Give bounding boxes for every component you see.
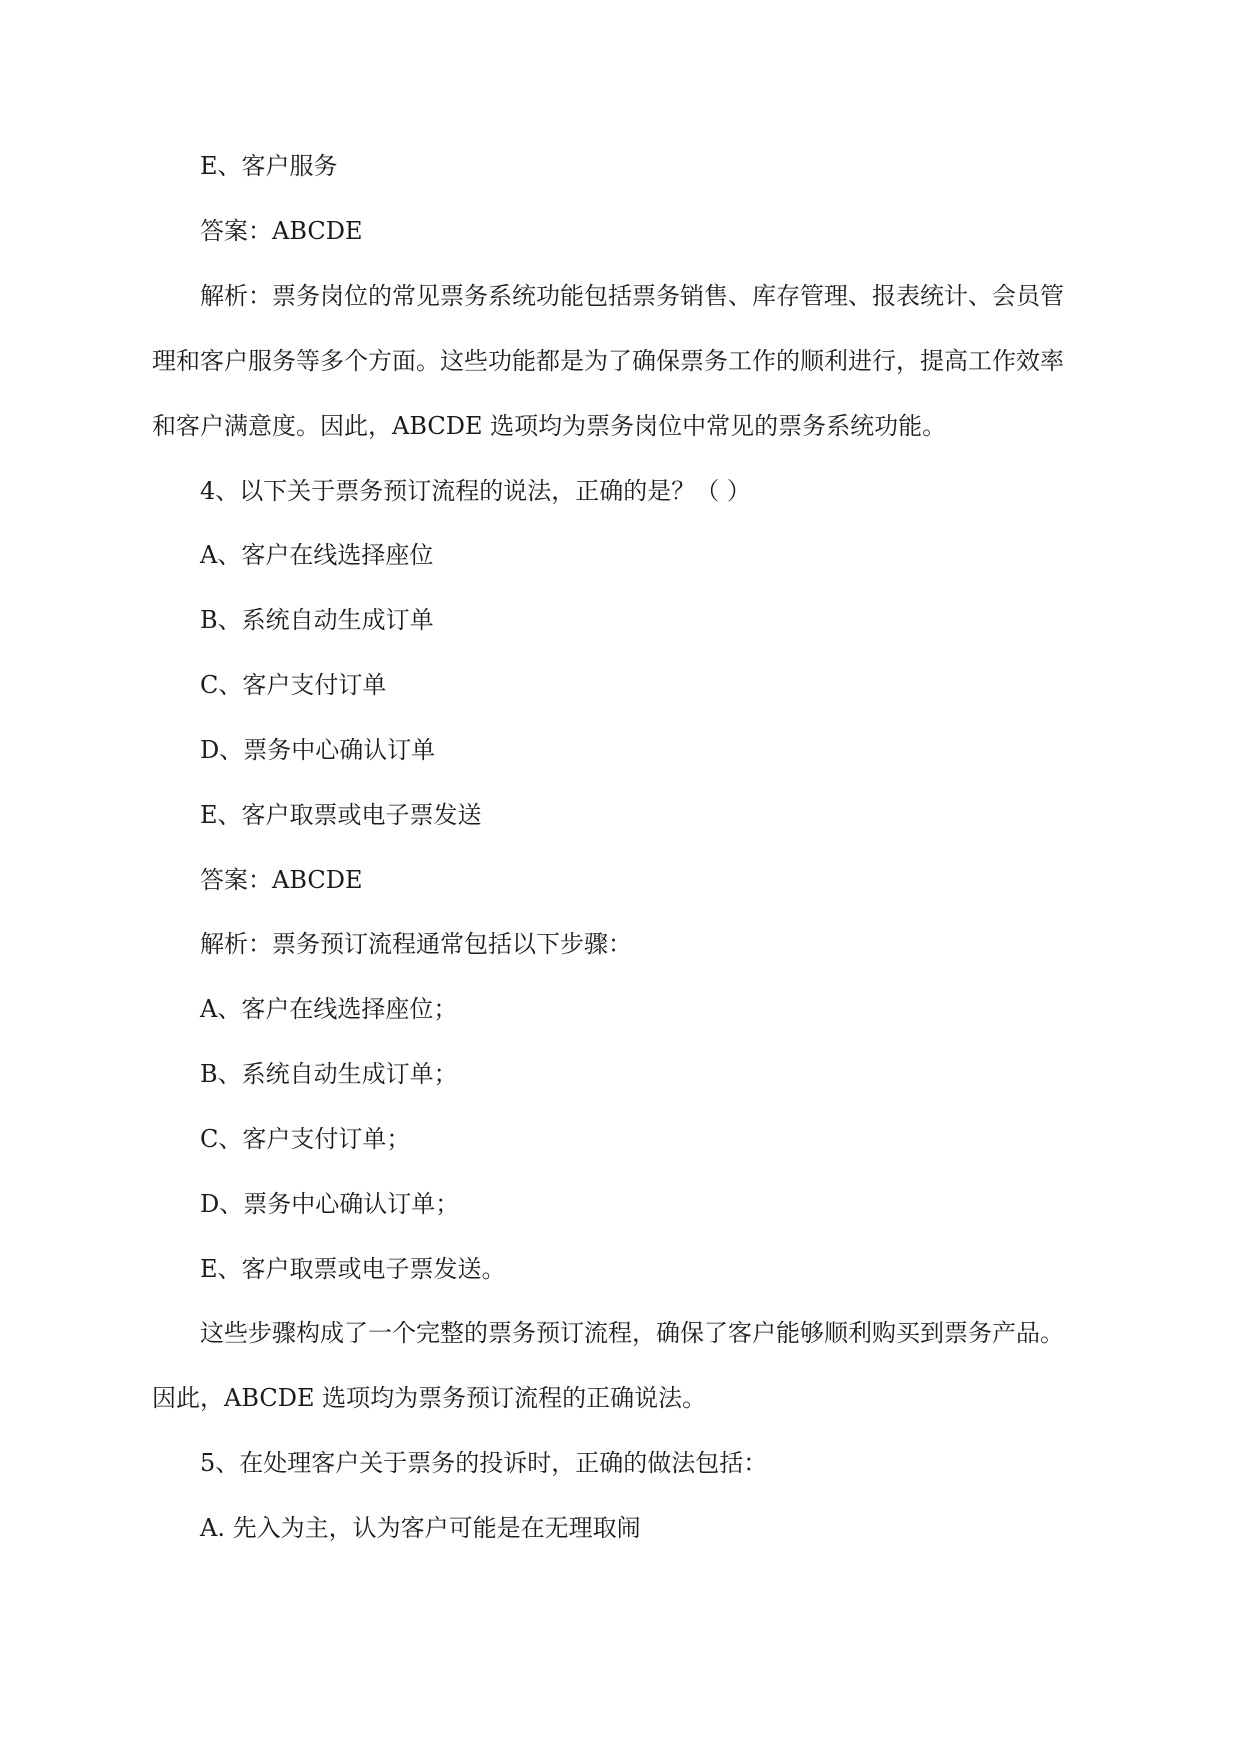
q4-step-d: D、票务中心确认订单； [200,1190,460,1218]
q3-analysis-line-2: 理和客户服务等多个方面。这些功能都是为了确保票务工作的顺利进行，提高工作效率 [152,347,1064,375]
q3-analysis-line-3: 和客户满意度。因此，ABCDE 选项均为票务岗位中常见的票务系统功能。 [152,412,947,440]
q4-conclusion-line-2: 因此，ABCDE 选项均为票务预订流程的正确说法。 [152,1384,707,1412]
q3-answer: 答案：ABCDE [200,217,363,245]
q4-analysis-intro: 解析：票务预订流程通常包括以下步骤： [200,930,632,958]
q4-conclusion-line-1: 这些步骤构成了一个完整的票务预订流程，确保了客户能够顺利购买到票务产品。 [200,1319,1064,1347]
q4-option-d: D、票务中心确认订单 [200,736,436,764]
q4-option-b: B、系统自动生成订单 [200,606,434,634]
q4-step-e: E、客户取票或电子票发送。 [200,1255,506,1283]
q5-question: 5、在处理客户关于票务的投诉时，正确的做法包括： [200,1449,768,1477]
q4-step-c: C、客户支付订单； [200,1125,411,1153]
q4-step-b: B、系统自动生成订单； [200,1060,458,1088]
q3-analysis-line-1: 解析：票务岗位的常见票务系统功能包括票务销售、库存管理、报表统计、会员管 [200,282,1064,310]
q4-question: 4、以下关于票务预订流程的说法，正确的是？（ ） [200,477,751,505]
q4-option-e: E、客户取票或电子票发送 [200,801,482,829]
q4-step-a: A、客户在线选择座位； [200,995,458,1023]
q4-answer: 答案：ABCDE [200,866,363,894]
q4-option-c: C、客户支付订单 [200,671,387,699]
q5-option-a: A. 先入为主，认为客户可能是在无理取闹 [200,1514,641,1542]
q4-option-a: A、客户在线选择座位 [200,541,434,569]
q3-option-e: E、客户服务 [200,152,338,180]
